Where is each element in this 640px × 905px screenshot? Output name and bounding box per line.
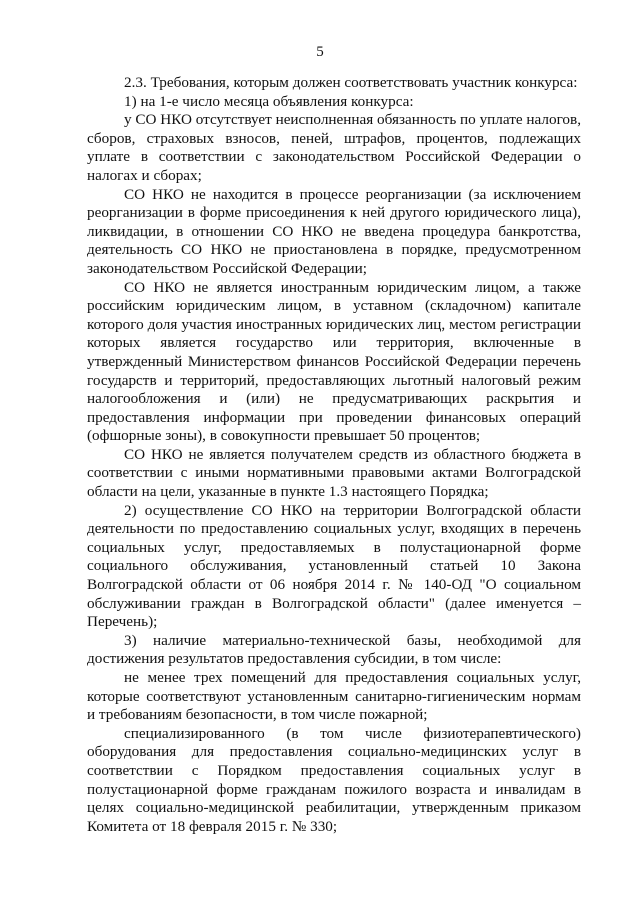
paragraph-no-tax-debt: у СО НКО отсутствует неисполненная обязанность по уплате налогов, сборов, страховых взносов, пеней, штрафов, процентов, подлежащих уплате в соответствии с законодательством Российской Федерации о налогах и сборах; bbox=[87, 111, 581, 184]
paragraph-section-2-3: 2.3. Требования, которым должен соответствовать участник конкурса: bbox=[124, 74, 578, 91]
paragraph-item-2: 2) осуществление СО НКО на территории Волгоградской области деятельности по предоставлению социальных услуг, входящих в перечень социальных услуг, предоставляемых в полустационарной форме социального обслуживания, установленный статьей 10 Закона Волгоградской области от 06 ноября 2014 г. № 140-ОД "О социальном обслуживании граждан в Волгоградской области" (далее именуется – Перечень); bbox=[87, 501, 581, 631]
paragraph-item-1: 1) на 1-е число месяца объявления конкурса: bbox=[124, 92, 414, 110]
document-body bbox=[87, 74, 581, 836]
paragraph-item-3: 3) наличие материально-технической базы, необходимой для достижения результатов предоставления субсидии, в том числе: bbox=[87, 631, 581, 668]
page-number: 5 bbox=[316, 44, 324, 60]
paragraph-equipment: специализированного (в том числе физиотерапевтического) оборудования для предоставления социально-медицинских услуг в соответствии с Порядком предоставления социальных услуг в полустационарной форме гражданам пожилого возраста и инвалидам в целях социально-медицинской реабилитации, утвержденным приказом Комитета от 18 февраля 2015 г. № 330; bbox=[87, 724, 581, 835]
paragraph-no-reorganization: СО НКО не находится в процессе реорганизации (за исключением реорганизации в форме присоединения к ней другого юридического лица), ликвидации, в отношении СО НКО не введена процедура банкротства, деятельность СО НКО не приостановлена в порядке, предусмотренном законодательством Российской Федерации; bbox=[87, 185, 581, 277]
paragraph-not-foreign-entity: СО НКО не является иностранным юридическим лицом, а также российским юридическим лицом, в уставном (складочном) капитале которого доля участия иностранных юридических лиц, местом регистрации которых является государство или территория, включенные в утвержденный Министерством финансов Российской Федерации перечень государств и территорий, предоставляющих льготный налоговый режим налогообложения и (или) не предусматривающих раскрытия и предоставления информации при проведении финансовых операций (офшорные зоны), в совокупности превышает 50 процентов; bbox=[87, 278, 581, 445]
paragraph-premises: не менее трех помещений для предоставления социальных услуг, которые соответствуют установленным санитарно-гигиеническим нормам и требованиям безопасности, в том числе пожарной; bbox=[87, 669, 581, 724]
paragraph-not-budget-recipient: СО НКО не является получателем средств из областного бюджета в соответствии с иными нормативными правовыми актами Волгоградской области на цели, указанные в пункте 1.3 настоящего Порядка; bbox=[87, 445, 581, 501]
